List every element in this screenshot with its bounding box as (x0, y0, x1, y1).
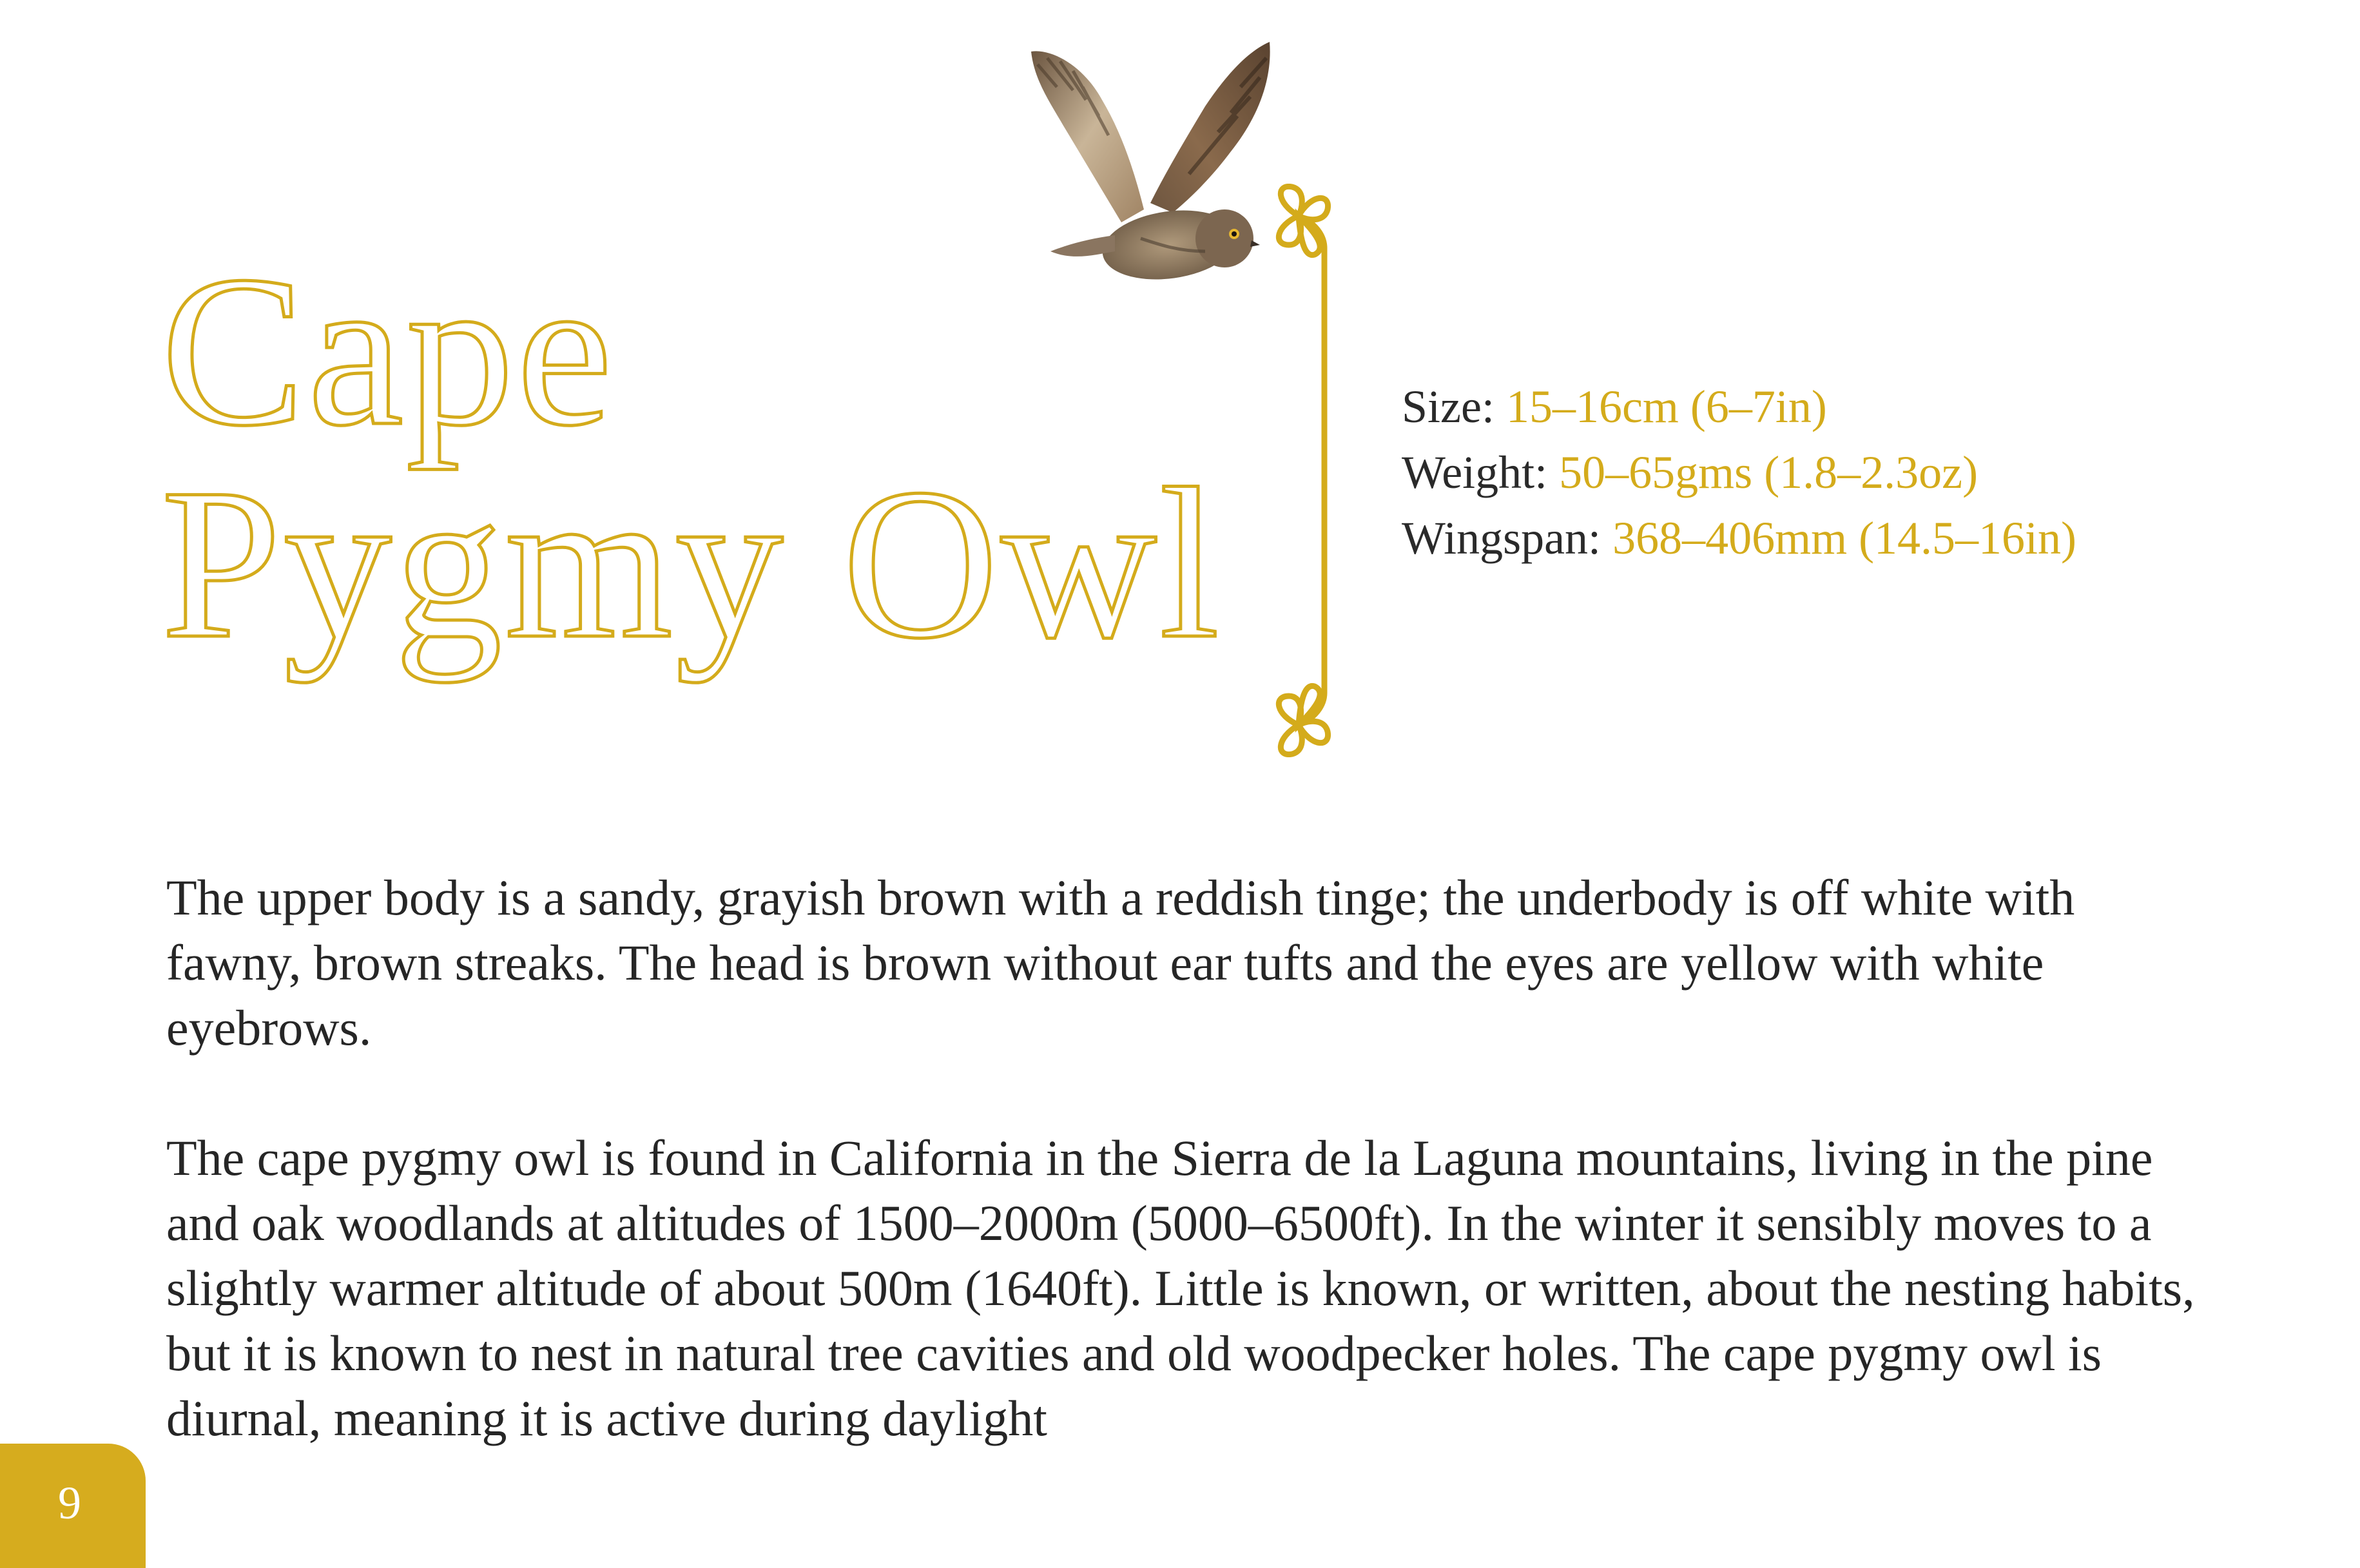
body-text (166, 865, 2196, 1451)
stat-value: 50–65gms (1.8–2.3oz) (1559, 447, 1978, 498)
stat-label: Weight: (1402, 447, 1560, 498)
title-line-2: Pygmy Owl (161, 444, 1223, 683)
stat-size (1402, 374, 2076, 440)
page-number: 9 (58, 1477, 81, 1529)
stat-wingspan (1402, 505, 2076, 571)
title-line-1: Cape (161, 231, 615, 470)
stat-value: 15–16cm (6–7in) (1505, 381, 1827, 432)
stats-block (1402, 374, 2076, 571)
flourish-bracket-icon (1263, 184, 1353, 757)
paragraph-description: The upper body is a sandy, grayish brown with a reddish tinge; the underbody is off white with fawny, brown streaks. The head is brown without ear tufts and the eyes are yellow with white eyebrows. (166, 869, 2075, 1056)
page-title (161, 231, 1223, 683)
paragraph-habitat: The cape pygmy owl is found in California in the Sierra de la Laguna mountains, living in the pine and oak woodlands at altitudes of 1500–2000m (5000–6500ft). In the winter it sensibly moves to a slightly warmer altitude of about 500m (1640ft). Little is known, or written, about the nesting habits, but it is known to nest in natural tree cavities and old woodpecker holes. The cape pygmy owl is diurnal, meaning it is active during daylight (166, 1130, 2195, 1446)
stat-weight (1402, 440, 2076, 505)
stat-value: 368–406mm (14.5–16in) (1612, 512, 2077, 564)
stat-label: Wingspan: (1402, 512, 1613, 564)
stat-label: Size: (1402, 381, 1506, 432)
